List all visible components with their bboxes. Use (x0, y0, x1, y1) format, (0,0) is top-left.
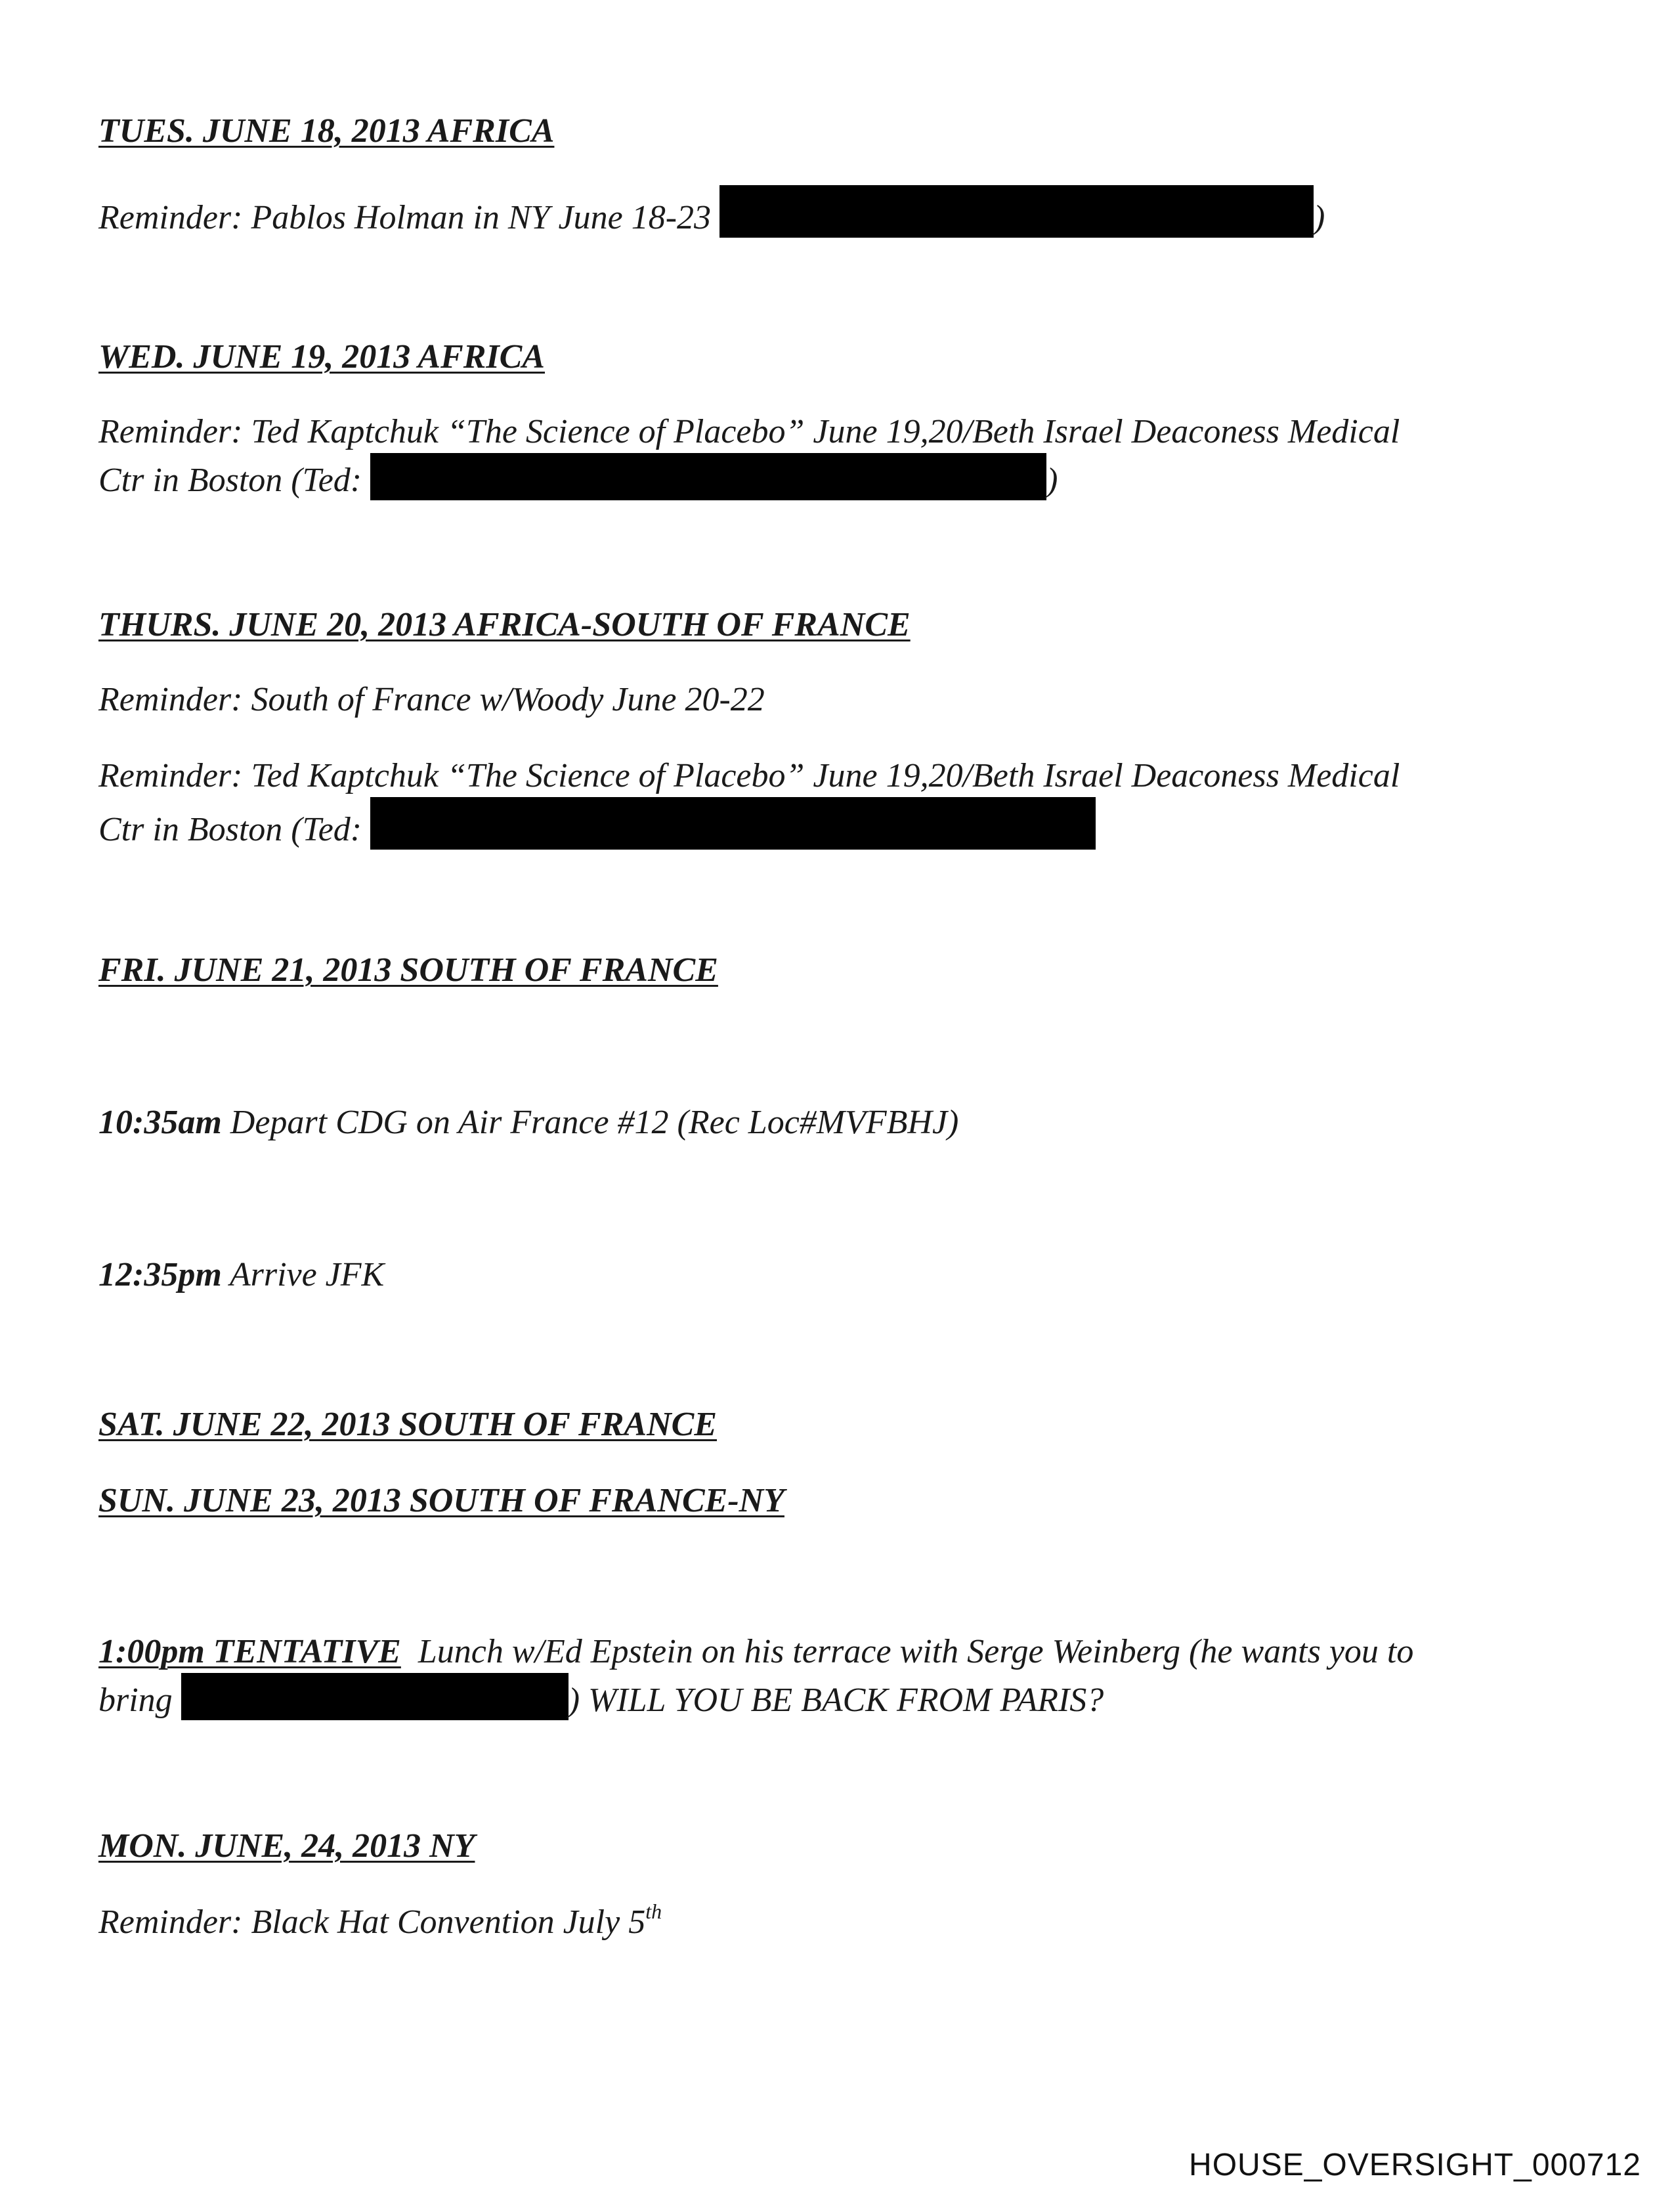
day-heading-june-23: SUN. JUNE 23, 2013 SOUTH OF FRANCE-NY (98, 1482, 784, 1519)
reminder-line (98, 185, 1325, 239)
reminder-text: Ctr in Boston (Ted: (98, 462, 362, 499)
redaction-box (370, 453, 1046, 500)
schedule-text: Arrive JFK (229, 1256, 385, 1293)
ordinal-suffix: th (645, 1899, 662, 1923)
day-heading-june-24: MON. JUNE, 24, 2013 NY (98, 1827, 475, 1865)
schedule-item (98, 1102, 958, 1144)
schedule-time: 12:35pm (98, 1256, 222, 1293)
reminder-text: Ctr in Boston (Ted: (98, 811, 362, 848)
reminder-line-continuation (98, 453, 1058, 502)
redaction-box (370, 797, 1096, 850)
bates-number: HOUSE_OVERSIGHT_000712 (1189, 2148, 1641, 2182)
schedule-text: Lunch w/Ed Epstein on his terrace with Serge Weinberg (he wants you to (418, 1633, 1414, 1670)
reminder-line (98, 1901, 662, 1943)
reminder-line: Reminder: Ted Kaptchuk “The Science of Placebo” June 19,20/Beth Israel Deaconess Medical (98, 413, 1400, 450)
reminder-line-continuation (98, 797, 1096, 851)
day-heading-june-21: FRI. JUNE 21, 2013 SOUTH OF FRANCE (98, 951, 718, 989)
schedule-item (98, 1254, 384, 1296)
schedule-item-continuation (98, 1673, 1104, 1722)
schedule-text: Depart CDG on Air France #12 (Rec Loc#MVFBHJ) (230, 1104, 959, 1141)
redaction-tail: ) (1046, 462, 1058, 499)
day-heading-june-20: THURS. JUNE 20, 2013 AFRICA-SOUTH OF FRANCE (98, 606, 911, 643)
schedule-time: 1:00pm TENTATIVE (98, 1633, 401, 1670)
reminder-text: Reminder: Black Hat Convention July 5 (98, 1903, 646, 1941)
redaction-box (181, 1673, 569, 1720)
schedule-time: 10:35am (98, 1104, 222, 1141)
reminder-line: Reminder: South of France w/Woody June 20-22 (98, 681, 765, 718)
day-heading-june-18: TUES. JUNE 18, 2013 AFRICA (98, 112, 555, 150)
redaction-box (719, 185, 1314, 238)
redaction-tail: ) (1314, 199, 1325, 236)
reminder-text: Reminder: Pablos Holman in NY June 18-23 (98, 199, 712, 236)
day-heading-june-22: SAT. JUNE 22, 2013 SOUTH OF FRANCE (98, 1406, 718, 1443)
schedule-item (98, 1631, 1413, 1673)
reminder-line: Reminder: Ted Kaptchuk “The Science of Placebo” June 19,20/Beth Israel Deaconess Medical (98, 757, 1400, 794)
schedule-text-tail: ) WILL YOU BE BACK FROM PARIS? (568, 1681, 1104, 1719)
schedule-text: bring (98, 1681, 173, 1719)
day-heading-june-19: WED. JUNE 19, 2013 AFRICA (98, 338, 545, 376)
